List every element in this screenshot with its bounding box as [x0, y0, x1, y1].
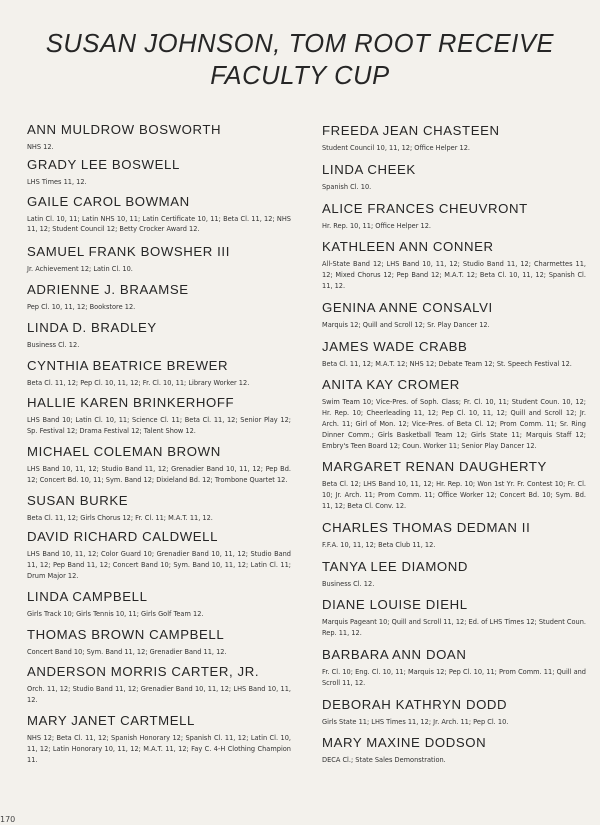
right-column	[322, 123, 586, 766]
student-name: SUSAN BURKE	[27, 492, 129, 508]
page-number: 170	[0, 815, 16, 824]
senior-entry	[27, 627, 291, 658]
student-name: GENINA ANNE CONSALVI	[322, 299, 493, 315]
senior-entry	[27, 194, 291, 236]
student-name: SAMUEL FRANK BOWSHER III	[27, 244, 230, 260]
student-name: GAILE CAROL BOWMAN	[27, 193, 190, 209]
senior-entry	[322, 300, 586, 331]
student-activities: Fr. Cl. 10; Eng. Cl. 10, 11; Marquis 12; Pep Cl. 10, 11; Prom Comm. 11; Quill and Scroll 11, 12.	[322, 667, 586, 687]
senior-entry	[27, 282, 291, 313]
senior-entry	[322, 201, 586, 232]
senior-entry	[322, 123, 586, 154]
senior-entry	[27, 493, 291, 524]
student-name: THOMAS BROWN CAMPBELL	[27, 626, 225, 642]
student-name: JAMES WADE CRABB	[322, 338, 468, 354]
senior-entry	[27, 122, 291, 153]
student-name: MARY JANET CARTMELL	[27, 712, 195, 728]
senior-entry	[27, 244, 291, 275]
headline-line-1: SUSAN JOHNSON, TOM ROOT RECEIVE	[45, 30, 555, 58]
senior-entry	[322, 735, 586, 766]
student-activities: Student Council 10, 11, 12; Office Helper 12.	[322, 144, 471, 152]
headline-line-2: FACULTY CUP	[210, 62, 390, 90]
senior-entry	[27, 157, 291, 188]
student-name: ANN MULDROW BOSWORTH	[27, 122, 222, 137]
student-activities: Orch. 11, 12; Studio Band 11, 12; Grenadier Band 10, 11, 12; LHS Band 10, 11, 12.	[27, 685, 291, 705]
page-headline	[40, 28, 560, 92]
senior-entry	[27, 713, 291, 765]
student-name: CHARLES THOMAS DEDMAN II	[322, 519, 531, 535]
senior-entry	[27, 444, 291, 486]
student-activities: Swim Team 10; Vice-Pres. of Soph. Class; Fr. Cl. 10, 11; Student Coun. 10, 12; Hr. Rep. 10; Cheerleading 11, 12; Pep Cl. 10, 11, 12; Quill and Scroll 12; Jr. Arch. 11; Girl of Mon. 12; Vice-Pres. of Beta Cl. 12; Prom Comm. 11; Sr. Ring Dinner Comm.; Girls Basketball Team 12; Girls State 11; Marquis Staff 12; Embry's Teen Board 12; Coun. Worker 11; Senior Play Dancer 12.	[322, 398, 586, 450]
student-activities: LHS Band 10; Latin Cl. 10, 11; Science Cl. 11; Beta Cl. 11, 12; Senior Play 12; Sp. Festival 12; Drama Festival 12; Talent Show 12.	[27, 416, 291, 436]
student-activities: Beta Cl. 12; LHS Band 10, 11, 12; Hr. Rep. 10; Won 1st Yr. Fr. Contest 10; Fr. Cl. 10; Jr. Arch. 11; Prom Comm. 11; Office Worker 12; Concert Bd. 10; Sym. Bd. 11, 12; Beta Cl. Conv. 12.	[322, 480, 586, 510]
student-activities: Marquis Pageant 10; Quill and Scroll 11, 12; Ed. of LHS Times 12; Student Coun. Rep. 11, 12.	[322, 618, 586, 638]
student-name: HALLIE KAREN BRINKERHOFF	[27, 395, 235, 411]
senior-entry	[322, 697, 586, 728]
senior-entry	[322, 559, 586, 590]
student-name: DIANE LOUISE DIEHL	[322, 597, 468, 613]
student-name: MARGARET RENAN DAUGHERTY	[322, 459, 547, 475]
senior-entry	[322, 520, 586, 551]
student-name: ALICE FRANCES CHEUVRONT	[322, 200, 528, 216]
student-activities: Girls Track 10; Girls Tennis 10, 11; Girls Golf Team 12.	[27, 609, 204, 618]
senior-entry	[27, 358, 291, 389]
student-name: MARY MAXINE DODSON	[322, 735, 487, 751]
student-name: DEBORAH KATHRYN DODD	[322, 696, 508, 712]
student-name: ANDERSON MORRIS CARTER, JR.	[27, 664, 260, 680]
senior-entry	[322, 597, 586, 639]
student-activities: DECA Cl.; State Sales Demonstration.	[322, 756, 446, 765]
student-activities: Latin Cl. 10, 11; Latin NHS 10, 11; Latin Certificate 10, 11; Beta Cl. 11, 12; NHS 11, 12; Student Council 12; Betty Crocker Award 12.	[27, 214, 291, 234]
student-name: BARBARA ANN DOAN	[322, 646, 467, 662]
student-activities: Pep Cl. 10, 11, 12; Bookstore 12.	[27, 302, 136, 311]
student-activities: LHS Band 10, 11, 12; Color Guard 10; Grenadier Band 10, 11, 12; Studio Band 11, 12; Pep Band 11, 12; Concert Band 10; Sym. Band 10, 11, 12; Latin Cl. 11; Drum Major 12.	[27, 550, 291, 580]
student-activities: Beta Cl. 11, 12; Pep Cl. 10, 11, 12; Fr. Cl. 10, 11; Library Worker 12.	[27, 378, 250, 387]
student-activities: Business Cl. 12.	[27, 340, 80, 349]
senior-entry	[27, 320, 291, 351]
student-name: FREEDA JEAN CHASTEEN	[322, 123, 500, 138]
student-name: GRADY LEE BOSWELL	[27, 156, 180, 172]
senior-entry	[27, 589, 291, 620]
senior-entry	[322, 647, 586, 689]
senior-entry	[322, 239, 586, 291]
student-name: ANITA KAY CROMER	[322, 377, 460, 393]
student-activities: F.F.A. 10, 11, 12; Beta Club 11, 12.	[322, 540, 436, 549]
student-name: LINDA CAMPBELL	[27, 588, 148, 604]
student-activities: Concert Band 10; Sym. Band 11, 12; Grenadier Band 11, 12.	[27, 647, 227, 656]
senior-entry	[322, 459, 586, 511]
student-activities: NHS 12.	[27, 143, 54, 151]
student-name: DAVID RICHARD CALDWELL	[27, 529, 219, 545]
senior-entry	[27, 395, 291, 437]
left-column	[27, 122, 291, 765]
student-name: LINDA CHEEK	[322, 161, 416, 177]
student-activities: All-State Band 12; LHS Band 10, 11, 12; Studio Band 11, 12; Charmettes 11, 12; Mixed Chorus 12; Pep Band 12; M.A.T. 12; Beta Cl. 10, 11, 12; Spanish Cl. 11, 12.	[322, 260, 586, 290]
senior-entry	[27, 664, 291, 706]
student-name: KATHLEEN ANN CONNER	[322, 239, 494, 255]
student-activities: Girls State 11; LHS Times 11, 12; Jr. Arch. 11; Pep Cl. 10.	[322, 717, 509, 726]
student-activities: Hr. Rep. 10, 11; Office Helper 12.	[322, 221, 431, 230]
student-activities: Beta Cl. 11, 12; M.A.T. 12; NHS 12; Debate Team 12; St. Speech Festival 12.	[322, 359, 572, 368]
student-activities: LHS Band 10, 11, 12; Studio Band 11, 12; Grenadier Band 10, 11, 12; Pep Bd. 12; Concert Bd. 10, 11; Sym. Band 12; Dixieland Bd. 12; Trombone Quartet 12.	[27, 464, 291, 484]
student-name: LINDA D. BRADLEY	[27, 319, 157, 335]
student-activities: NHS 12; Beta Cl. 11, 12; Spanish Honorary 12; Spanish Cl. 11, 12; Latin Cl. 10, 11, 12; Latin Honorary 10, 11, 12; M.A.T. 11, 12; Fay C. 4-H Clothing Champion 11.	[27, 733, 291, 764]
student-activities: Marquis 12; Quill and Scroll 12; Sr. Play Dancer 12.	[322, 320, 490, 329]
student-name: MICHAEL COLEMAN BROWN	[27, 443, 221, 459]
student-name: TANYA LEE DIAMOND	[322, 558, 469, 574]
senior-entry	[27, 529, 291, 581]
senior-entry	[322, 377, 586, 451]
student-activities: Jr. Achievement 12; Latin Cl. 10.	[27, 265, 133, 274]
student-activities: LHS Times 11, 12.	[27, 177, 87, 186]
student-name: CYNTHIA BEATRICE BREWER	[27, 357, 229, 373]
senior-entry	[322, 162, 586, 193]
student-name: ADRIENNE J. BRAAMSE	[27, 281, 189, 297]
student-activities: Business Cl. 12.	[322, 579, 375, 588]
senior-entry	[322, 339, 586, 370]
student-activities: Spanish Cl. 10.	[322, 182, 372, 191]
student-activities: Beta Cl. 11, 12; Girls Chorus 12; Fr. Cl. 11; M.A.T. 11, 12.	[27, 513, 213, 522]
